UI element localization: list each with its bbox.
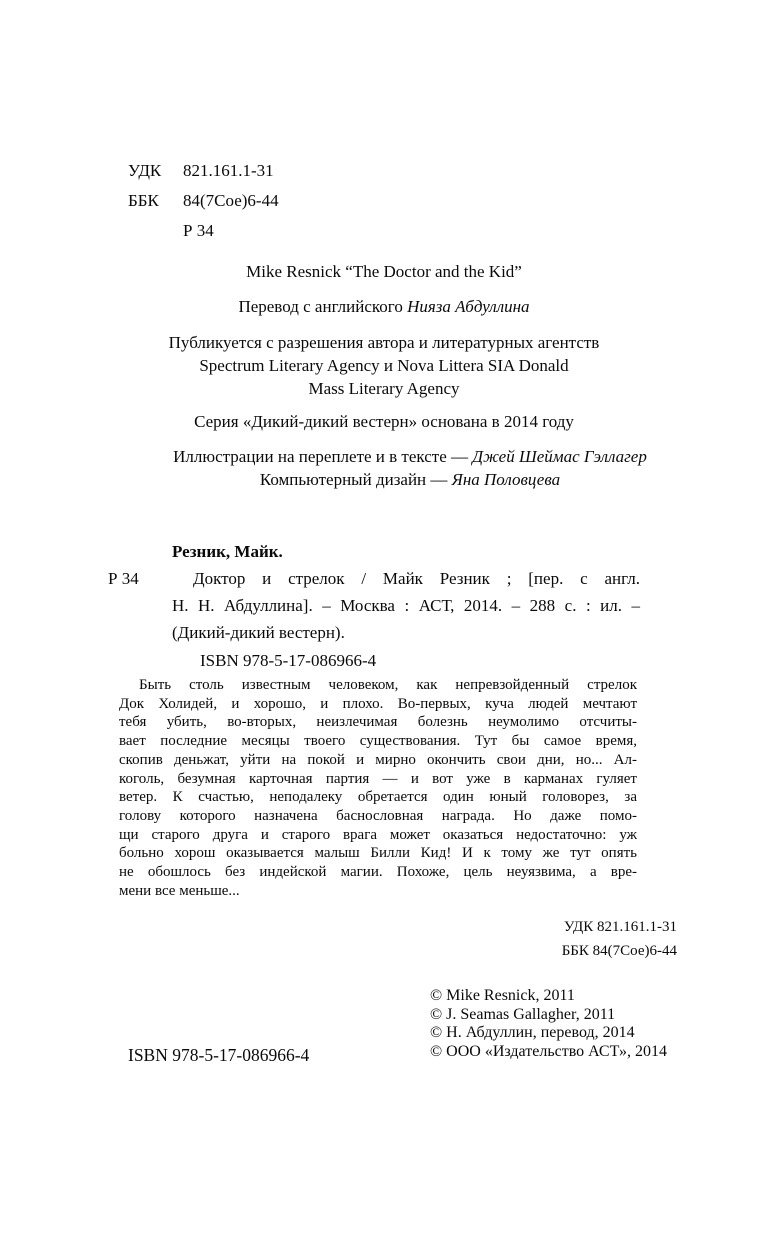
design-prefix: Компьютерный дизайн — bbox=[259, 470, 452, 489]
catalog-author-sign: Р 34 bbox=[108, 569, 139, 588]
annotation-line-2: Док Холидей, и хорошо, и плохо. Во-первых, куча людей мечтают bbox=[119, 695, 637, 712]
catalog-entry-line-1: Доктор и стрелок / Майк Резник ; [пер. с англ. bbox=[193, 569, 640, 588]
author-sign-row bbox=[128, 216, 279, 246]
annotation-line-8: голову которого назначена баснословная награда. Но даже помо- bbox=[119, 807, 637, 824]
rights-line-2: Spectrum Literary Agency и Nova Littera SIA Donald bbox=[199, 356, 569, 375]
catalog-entry-line-3: (Дикий-дикий вестерн). bbox=[172, 623, 345, 642]
annotation-line-5: скопив деньжат, уйти на покой и мирно окончить свои дни, но... Ал- bbox=[119, 751, 637, 768]
credits-block bbox=[52, 445, 768, 491]
series-note: Серия «Дикий-дикий вестерн» основана в 2014 году bbox=[194, 412, 574, 431]
author-sign-value: Р 34 bbox=[183, 221, 214, 240]
translation-credit bbox=[0, 295, 768, 318]
annotation-line-1: Быть столь известным человеком, как непревзойденный стрелок bbox=[139, 677, 637, 693]
annotation bbox=[119, 676, 637, 900]
rights-line-1: Публикуется с разрешения автора и литературных агентств bbox=[168, 333, 600, 352]
catalog-card bbox=[108, 538, 640, 674]
original-title: Mike Resnick “The Doctor and the Kid” bbox=[246, 262, 522, 281]
bbk-row bbox=[128, 186, 279, 216]
copyright-line-4: © ООО «Издательство АСТ», 2014 bbox=[430, 1043, 667, 1061]
udk-label: УДК bbox=[128, 161, 162, 180]
bottom-classification-codes bbox=[562, 915, 677, 963]
annotation-line-9: щи старого друга и старого врага может оказаться недостаточно: уж bbox=[119, 826, 637, 843]
annotation-line-4: вает последние месяцы твоего существования. Тут бы самое время, bbox=[119, 733, 637, 750]
title-block bbox=[0, 260, 768, 491]
udk-row bbox=[128, 156, 279, 186]
copyright-line-2: © J. Seamas Gallagher, 2011 bbox=[430, 1005, 616, 1023]
bottom-udk: УДК 821.161.1-31 bbox=[563, 919, 677, 935]
annotation-line-3: тебя убить, во-вторых, неизлечимая болезнь неумолимо отсчиты- bbox=[119, 714, 637, 731]
design-credit bbox=[260, 470, 560, 489]
isbn-bottom: ISBN 978-5-17-086966-4 bbox=[128, 1045, 310, 1065]
rights-line-3: Mass Literary Agency bbox=[308, 379, 460, 398]
copyright-line-3: © Н. Абдуллин, перевод, 2014 bbox=[430, 1024, 635, 1042]
annotation-line-6: коголь, безумная карточная партия — и вот уже в карманах гуляет bbox=[119, 770, 637, 787]
udk-value: 821.161.1-31 bbox=[183, 161, 274, 180]
author-sign-spacer bbox=[128, 216, 183, 246]
catalog-isbn: ISBN 978-5-17-086966-4 bbox=[200, 651, 377, 670]
rights-statement bbox=[0, 331, 768, 400]
catalog-author-heading: Резник, Майк. bbox=[172, 542, 283, 561]
illustration-credit bbox=[173, 447, 647, 466]
bbk-value: 84(7Сое)6-44 bbox=[183, 191, 279, 210]
copyright-line-1: © Mike Resnick, 2011 bbox=[430, 987, 575, 1004]
designer-name: Яна Половцева bbox=[451, 470, 561, 489]
copyright-block bbox=[430, 987, 667, 1062]
annotation-line-10: больно хорош оказывается малыш Билли Кид! И к тому же тут опять bbox=[119, 845, 637, 862]
classification-codes bbox=[128, 156, 279, 246]
bbk-label: ББК bbox=[128, 191, 159, 210]
illustrator-name: Джей Шеймас Гэллагер bbox=[472, 447, 647, 466]
annotation-line-12: мени все меньше... bbox=[119, 882, 240, 899]
translation-prefix: Перевод с английского bbox=[238, 297, 408, 316]
annotation-line-11: не обошлось без индейской магии. Похоже, цель неуязвима, а вре- bbox=[119, 864, 637, 881]
annotation-line-7: ветер. К счастью, неподалеку обретается один юный головорез, за bbox=[119, 789, 637, 806]
catalog-entry-line-2: Н. Н. Абдуллина]. – Москва : АСТ, 2014. – 288 с. : ил. – bbox=[172, 596, 640, 615]
illustration-prefix: Иллюстрации на переплете и в тексте — bbox=[173, 447, 473, 466]
translator-name: Нияза Абдуллина bbox=[407, 297, 530, 316]
bottom-bbk: ББК 84(7Сое)6-44 bbox=[561, 943, 677, 959]
